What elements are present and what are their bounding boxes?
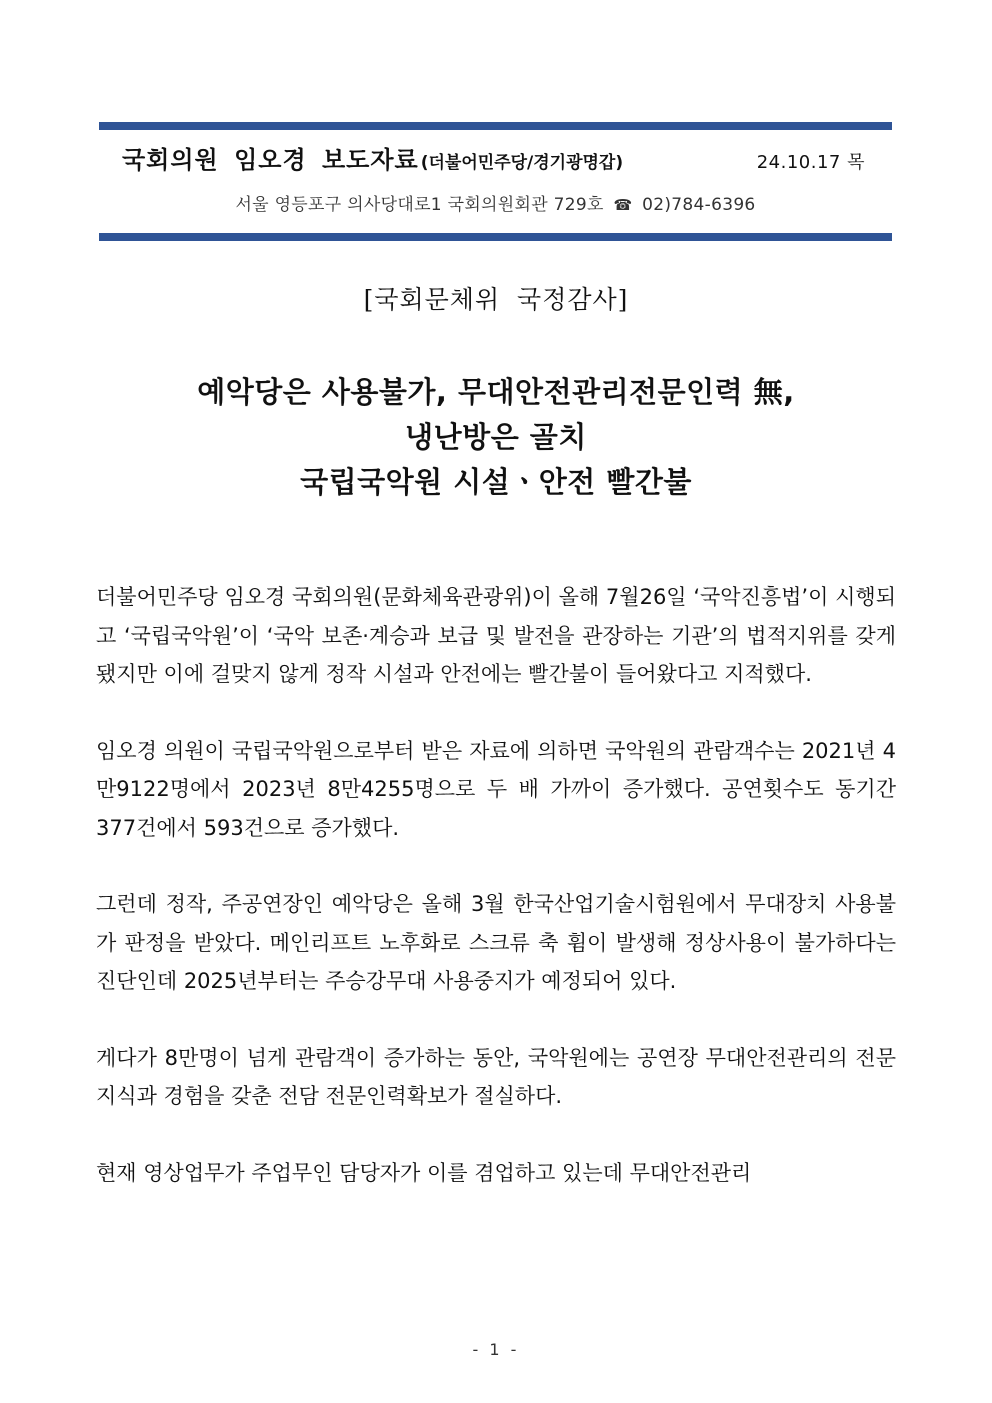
paragraph: 더불어민주당 임오경 국회의원(문화체육관광위)이 올해 7월26일 ‘국악진흥법’이 시행되고 ‘국립국악원’이 ‘국악 보존·계승과 보급 및 발전을 관장하는 기관’의 법적지위를 갖게 됐지만 이에 걸맞지 않게 정작 시설과 안전에는 빨간불이 들어왔다고 지적했다. <box>96 585 896 686</box>
paragraph: 임오경 의원이 국립국악원으로부터 받은 자료에 의하면 국악원의 관람객수는 2021년 4만9122명에서 2023년 8만4255명으로 두 배 가까이 증가했다. 공연횟수도 동기간 377건에서 593건으로 증가했다. <box>96 738 896 840</box>
headline-line: 예악당은 사용불가, 무대안전관리전문인력 無, <box>197 375 795 409</box>
page-number: - 1 - <box>472 1340 520 1359</box>
phone-number: 02)784-6396 <box>642 195 756 215</box>
headline <box>0 370 992 505</box>
headline-line: 국립국악원 시설ㆍ안전 빨간불 <box>300 465 692 499</box>
office-contact <box>99 190 892 215</box>
header-bottom-rule <box>99 233 892 241</box>
audit-title: [국회문체위 국정감사] <box>363 285 629 314</box>
article-body <box>96 578 896 1230</box>
phone-icon: ☎ <box>613 196 633 214</box>
header-top-rule <box>99 122 892 130</box>
release-date: 24.10.17 목 <box>756 152 865 173</box>
headline-line: 냉난방은 골치 <box>405 420 587 454</box>
paragraph: 그런데 정작, 주공연장인 예악당은 올해 3월 한국산업기술시험원에서 무대장치 사용불가 판정을 받았다. 메인리프트 노후화로 스크류 축 휨이 발생해 정상사용이 불가하다는 진단인데 2025년부터는 주승강무대 사용중지가 예정되어 있다. <box>96 892 896 993</box>
press-release-title: 국회의원 임오경 보도자료 <box>122 146 419 174</box>
office-address: 서울 영등포구 의사당대로1 국회의원회관 729호 <box>235 195 604 215</box>
press-release-header <box>99 140 892 184</box>
party-district: (더불어민주당/경기광명갑) <box>420 153 624 173</box>
paragraph: 현재 영상업무가 주업무인 담당자가 이를 겸업하고 있는데 무대안전관리 <box>96 1160 752 1185</box>
paragraph: 게다가 8만명이 넘게 관람객이 증가하는 동안, 국악원에는 공연장 무대안전관리의 전문지식과 경험을 갖춘 전담 전문인력확보가 절실하다. <box>96 1045 896 1108</box>
